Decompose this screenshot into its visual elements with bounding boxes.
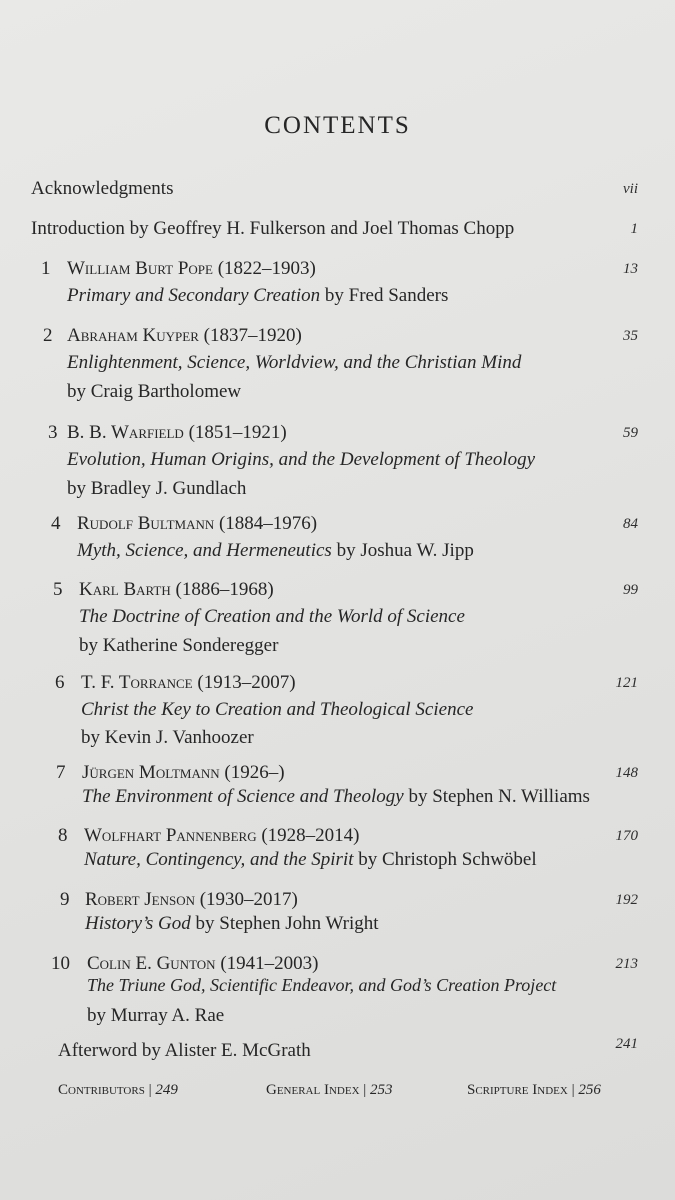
chapter-name: Wolfhart Pannenberg — [84, 825, 257, 846]
chapter-name: Jürgen Moltmann — [82, 762, 220, 783]
chapter-subtitle-author: by Murray A. Rae — [87, 1005, 225, 1026]
chapter-number: 8 — [58, 825, 68, 846]
chapter-page: 13 — [623, 261, 638, 277]
chapter-page: 35 — [623, 328, 638, 344]
entry-page: 241 — [615, 1036, 638, 1052]
chapter-heading — [79, 579, 274, 601]
footer-separator: | — [567, 1082, 579, 1098]
chapter-page: 84 — [623, 516, 638, 532]
chapter-subtitle-author: by Katherine Sonderegger — [79, 635, 279, 656]
chapter-subtitle — [85, 913, 379, 935]
chapter-heading — [81, 672, 296, 694]
footer-label: General Index — [266, 1082, 360, 1098]
chapter-name: T. F. Torrance — [81, 672, 193, 693]
chapter-heading — [67, 422, 287, 444]
chapter-subtitle-title: The Environment of Science and Theology — [82, 786, 404, 807]
chapter-subtitle-title: Nature, Contingency, and the Spirit — [84, 849, 354, 870]
chapter-page: 59 — [623, 425, 638, 441]
entry-page: vii — [623, 181, 638, 197]
footer-page: 253 — [370, 1082, 393, 1098]
entry-label: Acknowledgments — [31, 178, 174, 199]
chapter-subtitle-author: by Stephen John Wright — [190, 913, 379, 934]
chapter-subtitle-author: by Kevin J. Vanhoozer — [81, 727, 254, 748]
chapter-subtitle-title: History’s God — [85, 913, 191, 934]
chapter-page: 99 — [623, 582, 638, 598]
chapter-subtitle-title: The Triune God, Scientific Endeavor, and God’s Creation Project — [87, 975, 557, 995]
chapter-subtitle — [67, 285, 448, 307]
chapter-dates: (1913–2007) — [197, 672, 296, 693]
chapter-name: Colin E. Gunton — [87, 953, 216, 974]
footer-general-index — [266, 1082, 393, 1099]
chapter-name: Robert Jenson — [85, 889, 195, 910]
chapter-page: 121 — [615, 675, 638, 691]
entry-page: 1 — [630, 221, 638, 237]
chapter-subtitle — [84, 849, 537, 871]
entry-label: Introduction by Geoffrey H. Fulkerson and Joel Thomas Chopp — [31, 218, 515, 239]
footer-page: 256 — [578, 1082, 601, 1098]
chapter-subtitle-title: Evolution, Human Origins, and the Development of Theology — [67, 449, 536, 470]
chapter-subtitle — [77, 540, 474, 562]
chapter-dates: (1884–1976) — [218, 513, 318, 534]
footer-separator: | — [359, 1082, 371, 1098]
chapter-name: Karl Barth — [79, 579, 171, 600]
chapter-subtitle-author: by Bradley J. Gundlach — [67, 478, 247, 499]
chapter-subtitle-title: Primary and Secondary Creation — [67, 285, 321, 306]
chapter-heading — [82, 762, 285, 784]
chapter-dates: (1930–2017) — [199, 889, 298, 910]
footer-label: Contributors — [58, 1082, 145, 1098]
chapter-heading — [67, 325, 302, 347]
chapter-page: 213 — [615, 956, 638, 972]
chapter-number: 9 — [60, 889, 70, 910]
chapter-page: 192 — [615, 892, 638, 908]
footer-label: Scripture Index — [467, 1082, 568, 1098]
chapter-dates: (1837–1920) — [203, 325, 302, 346]
chapter-number: 6 — [55, 672, 65, 693]
chapter-subtitle — [82, 786, 590, 808]
chapter-name: B. B. Warfield — [67, 422, 184, 443]
chapter-dates: (1941–2003) — [220, 953, 319, 974]
chapter-heading — [87, 953, 318, 975]
footer-contributors — [58, 1082, 178, 1099]
chapter-dates: (1886–1968) — [175, 579, 274, 600]
chapter-subtitle-author: by Joshua W. Jipp — [331, 540, 474, 561]
page-title: CONTENTS — [264, 112, 411, 139]
chapter-number: 10 — [51, 953, 70, 974]
footer-page: 249 — [155, 1082, 178, 1098]
chapter-subtitle-author: by Fred Sanders — [320, 285, 449, 306]
chapter-number: 3 — [48, 422, 58, 443]
chapter-page: 148 — [615, 765, 638, 781]
chapter-number: 7 — [56, 762, 66, 783]
chapter-subtitle-title: The Doctrine of Creation and the World of Science — [79, 606, 465, 627]
chapter-name: Abraham Kuyper — [67, 325, 199, 346]
chapter-subtitle-title: Christ the Key to Creation and Theological Science — [81, 699, 474, 720]
chapter-page: 170 — [615, 828, 638, 844]
chapter-heading — [84, 825, 360, 847]
chapter-number: 4 — [51, 513, 61, 534]
footer-scripture-index — [467, 1082, 601, 1099]
chapter-dates: (1928–2014) — [261, 825, 360, 846]
chapter-number: 2 — [43, 325, 53, 346]
chapter-number: 1 — [41, 258, 51, 279]
chapter-number: 5 — [53, 579, 63, 600]
chapter-subtitle-author: by Craig Bartholomew — [67, 381, 242, 402]
chapter-dates: (1926–) — [224, 762, 285, 783]
chapter-dates: (1822–1903) — [217, 258, 316, 279]
chapter-heading — [77, 513, 317, 535]
chapter-heading — [85, 889, 298, 911]
chapter-subtitle-author: by Stephen N. Williams — [403, 786, 590, 807]
chapter-name: Rudolf Bultmann — [77, 513, 215, 534]
entry-label: Afterword by Alister E. McGrath — [58, 1040, 311, 1061]
chapter-subtitle-author: by Christoph Schwöbel — [353, 849, 537, 870]
chapter-name: William Burt Pope — [67, 258, 213, 279]
chapter-heading — [67, 258, 316, 280]
chapter-subtitle-title: Enlightenment, Science, Worldview, and the Christian Mind — [67, 352, 522, 373]
footer-separator: | — [144, 1082, 156, 1098]
chapter-dates: (1851–1921) — [188, 422, 287, 443]
chapter-subtitle-title: Myth, Science, and Hermeneutics — [77, 540, 332, 561]
